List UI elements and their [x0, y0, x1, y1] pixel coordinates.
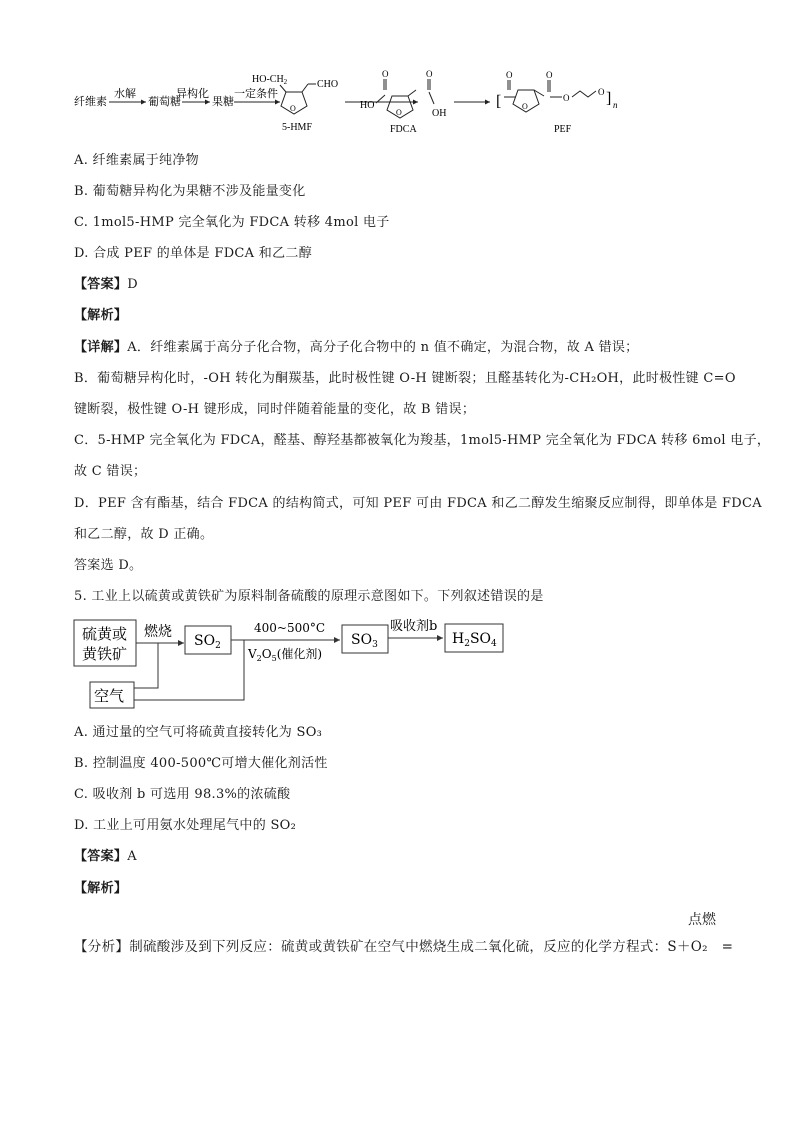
- carbonyl-o: O: [382, 70, 389, 79]
- q5-analysis-first: 【分析】制硫酸涉及到下列反应：硫黄或黄铁矿在空气中燃烧生成二氧化硫，反应的化学方程式：S＋O₂ =: [74, 939, 734, 955]
- ester-o: O: [563, 93, 570, 103]
- label-condition: 一定条件: [234, 88, 278, 100]
- answer-tag: 【答案】: [74, 277, 128, 292]
- arrow-head: [485, 100, 490, 105]
- detail-tag: 【详解】: [74, 340, 128, 355]
- air-line-to-catalytic: [134, 640, 244, 700]
- ester-o: O: [598, 87, 605, 97]
- label-h2so4: $H_2SO_4$: [452, 631, 497, 649]
- q4-option-b: B. 葡萄糖异构化为果糖不涉及能量变化: [74, 184, 306, 199]
- q4-option-a: A. 纤维素属于纯净物: [74, 153, 199, 168]
- ring-o: O: [290, 104, 296, 113]
- arrow-head: [141, 100, 146, 105]
- label-catalyst: $V_2O_5$(催化剂): [248, 647, 323, 663]
- bracket-right: ]: [606, 90, 612, 107]
- bond: [280, 85, 286, 92]
- carbonyl-o: O: [426, 70, 433, 79]
- scheme-glucose: 葡萄糖: [148, 96, 181, 108]
- label-temp: 400~500°C: [254, 621, 326, 635]
- q4-final-answer: 答案选 D。: [74, 558, 143, 573]
- bond: [302, 84, 308, 92]
- q4-detail-b2: 键断裂，极性键 O-H 键形成，同时伴随着能量的变化，故 B 错误；: [74, 402, 476, 417]
- q4-detail-a: [74, 339, 638, 357]
- hmf-cho: CHO: [317, 79, 339, 90]
- carbonyl-o: O: [546, 70, 553, 80]
- q5-option-d: D. 工业上可用氨水处理尾气中的 SO₂: [74, 818, 297, 833]
- detail-text: A．纤维素属于高分子化合物，高分子化合物中的 n 值不确定，为混合物，故 A 错误；: [127, 340, 639, 355]
- q4-detail-d1: D．PEF 含有酯基，结合 FDCA 的结构简式，可知 PEF 可由 FDCA 和乙二醇发生缩聚反应制得，即单体是 FDCA: [74, 496, 762, 511]
- ring-o: O: [522, 102, 528, 111]
- label-so2: $SO_2$: [194, 633, 221, 651]
- air-line-to-burn: [134, 643, 158, 688]
- q5-option-c: C. 吸收剂 b 可选用 98.3%的浓硫酸: [74, 787, 291, 802]
- q5-analysis-tag: 【解析】: [74, 881, 128, 896]
- fdca-oh: OH: [432, 108, 447, 119]
- label-absorbent: 吸收剂b: [390, 619, 438, 634]
- label-burn: 燃烧: [144, 624, 172, 640]
- scheme-cellulose: 纤维素: [74, 96, 107, 108]
- q4-answer: D: [127, 277, 138, 292]
- reaction-scheme: [70, 70, 730, 138]
- q4-detail-b1: B．葡萄糖异构化时，-OH 转化为酮羰基，此时极性键 O-H 键断裂；且醛基转化为-CH₂OH，此时极性键 C=O: [74, 371, 736, 386]
- bond: [408, 90, 416, 96]
- bond: [429, 92, 434, 104]
- ring-o: O: [396, 108, 402, 117]
- q5-answer: A: [127, 849, 137, 864]
- hmf-structure: [252, 74, 338, 133]
- q4-analysis-tag: 【解析】: [74, 308, 128, 323]
- q4-option-d: D. 合成 PEF 的单体是 FDCA 和乙二醇: [74, 246, 312, 261]
- label-pef: PEF: [554, 124, 572, 135]
- label-isomerization: 异构化: [176, 88, 209, 100]
- raw-line2: 黄铁矿: [82, 645, 128, 663]
- arrow-head: [413, 100, 418, 105]
- carbonyl-o: O: [506, 70, 513, 80]
- q4-detail-c2: 故 C 错误；: [74, 464, 147, 479]
- q4-option-c: C. 1mol5-HMP 完全氧化为 FDCA 转移 4mol 电子: [74, 215, 390, 230]
- arrow-head: [178, 640, 184, 646]
- q5-answer-line: [74, 848, 137, 866]
- arrow-head: [205, 100, 210, 105]
- q4-detail-d2: 和乙二醇，故 D 正确。: [74, 527, 214, 542]
- q5-option-a: A. 通过量的空气可将硫黄直接转化为 SO₃: [74, 725, 323, 740]
- q5-option-b: B. 控制温度 400-500℃可增大催化剂活性: [74, 756, 328, 771]
- subscript-n: n: [613, 100, 618, 110]
- q4-answer-line: [74, 276, 138, 294]
- arrow-head: [334, 637, 340, 643]
- q5-stem: 5. 工业上以硫黄或黄铁矿为原料制备硫酸的原理示意图如下。下列叙述错误的是: [74, 589, 544, 604]
- label-fdca: FDCA: [390, 124, 417, 135]
- ethylene-chain: [572, 91, 596, 97]
- ignite-condition: 点燃: [688, 912, 716, 928]
- label-hydrolysis: 水解: [114, 88, 136, 100]
- arrow-head: [437, 635, 443, 641]
- fdca-ho: HO: [360, 100, 375, 111]
- bracket-left: [: [496, 93, 502, 110]
- hmf-hoch2: $HO-CH_2$: [252, 74, 288, 86]
- answer-tag: 【答案】: [74, 849, 128, 864]
- scheme-fructose: 果糖: [212, 96, 234, 108]
- q4-detail-c1: C．5-HMP 完全氧化为 FDCA，醛基、醇羟基都被氧化为羧基，1mol5-HMP 完全氧化为 FDCA 转移 6mol 电子，: [74, 433, 771, 448]
- label-hmf: 5-HMF: [282, 122, 313, 133]
- pef-structure: [496, 70, 618, 135]
- sulfuric-acid-process-diagram: [70, 612, 510, 712]
- label-so3: $SO_3$: [351, 632, 378, 650]
- label-air: 空气: [94, 687, 125, 705]
- arrow-head: [275, 100, 280, 105]
- raw-line1: 硫黄或: [82, 625, 128, 643]
